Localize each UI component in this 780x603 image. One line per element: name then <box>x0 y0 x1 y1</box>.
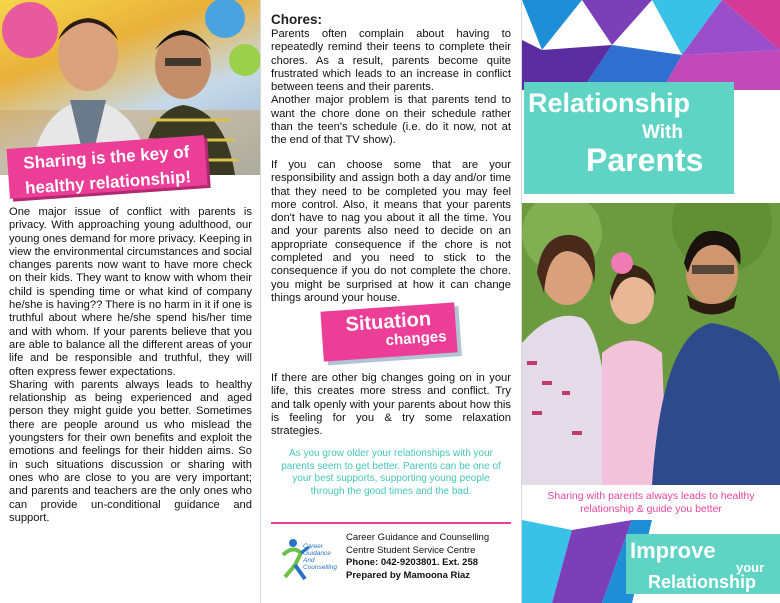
right-panel <box>522 0 780 603</box>
contact-prepared-by: Prepared by Mamoona Riaz <box>346 569 471 581</box>
logo-word-3: And <box>303 557 315 564</box>
sharing-paragraph: Sharing with parents always leads to healthy relationship as being experienced and aged person they might guide you better. Sometimes there are people around us who mislead the youngsters for their own benefits and exploit the emotions and feelings for their hidden aims. So in such situations discussion or sharing with ones who are close to you are very important; and parents and teachers are the only ones who can provide un-conditional guidance and support. <box>9 378 252 524</box>
logo-word-1: Career <box>303 543 323 550</box>
chores-text-top <box>271 28 511 148</box>
logo-word-2: Guidance <box>303 550 331 557</box>
relationship-label: Relationship <box>648 572 757 592</box>
changes-label: changes <box>385 328 448 350</box>
photo-caption: Sharing with parents always leads to healthy relationship & guide you better <box>547 490 755 515</box>
title-with: With <box>642 122 683 143</box>
quote-text: As you grow older your relationships with your parents seem to get better. Parents can be one of your best supports, supporting young people through the good times and the bad. <box>281 448 501 497</box>
chores-heading: Chores: <box>271 12 323 27</box>
chores-paragraph-1: Parents often complain about having to repeatedly remind their teens to complete their chores. As a result, parents become quite frustrated which leads to an increase in conflict between teens and their parents. <box>271 28 511 94</box>
improve-box <box>626 534 780 594</box>
situation-label: Situation <box>344 308 432 336</box>
top-geometric-pattern <box>522 0 780 90</box>
middle-panel <box>261 0 522 603</box>
privacy-text <box>9 206 252 525</box>
banner-line-1: Sharing is the key of <box>22 142 190 173</box>
privacy-paragraph: One major issue of conflict with parents is privacy. With approaching young adulthood, our young ones demand for more privacy. Keeping in view the environmental circumstances and social changes parents now want to have more check on their kids. They want to know with whom their child is spending time or what kind of company he/she is having?? There is no harm in it if one is truthful about where he/she spend his/her time and with whom. If your parents believe that you are able to balance all the different areas of your life and be responsible and truthful, they will often express fewer expectations. <box>9 206 252 378</box>
title-relationship: Relationship <box>528 88 691 118</box>
contact-info <box>346 532 516 582</box>
your-label: your <box>736 560 765 575</box>
title-box <box>524 82 734 194</box>
family-photo <box>522 203 780 485</box>
improve-label: Improve <box>630 538 716 563</box>
pink-divider <box>271 522 511 524</box>
chores-paragraph-2: Another major problem is that parents tend to want the chore done on their schedule rather than the teen's schedule (i.e. do it now, not at the end of that TV show). <box>271 94 511 147</box>
contact-line-2: Centre Student Service Centre <box>346 544 476 556</box>
career-guidance-logo <box>279 535 337 585</box>
left-panel <box>0 0 261 603</box>
situation-changes-banner <box>320 302 457 361</box>
contact-phone: Phone: 042-9203801. Ext. 258 <box>346 557 479 568</box>
banner-line-2: healthy relationship! <box>24 167 192 198</box>
family-illustration <box>522 203 780 485</box>
chores-paragraph-3: If you can choose some that are your responsibility and assign both a day and/or time that they need to be completed you may feel more control. Also, it means that your parents don't have to nag you about it all the time. You and your parents also need to decide on an appropriate consequence if the chore is not completed and you need to stick to the consequence if you do not complete the chore. you might be surprised at how it can change things around your house. <box>271 159 511 304</box>
title-parents: Parents <box>586 142 704 178</box>
logo-word-4: Counselling <box>303 564 337 571</box>
situation-text: If there are other big changes going on in your life, this creates more stress and conflict. Try and talk openly with your parents about how this is feeling for you & try some relaxation strategies. <box>271 372 511 438</box>
contact-line-1: Career Guidance and Counselling <box>346 532 490 543</box>
